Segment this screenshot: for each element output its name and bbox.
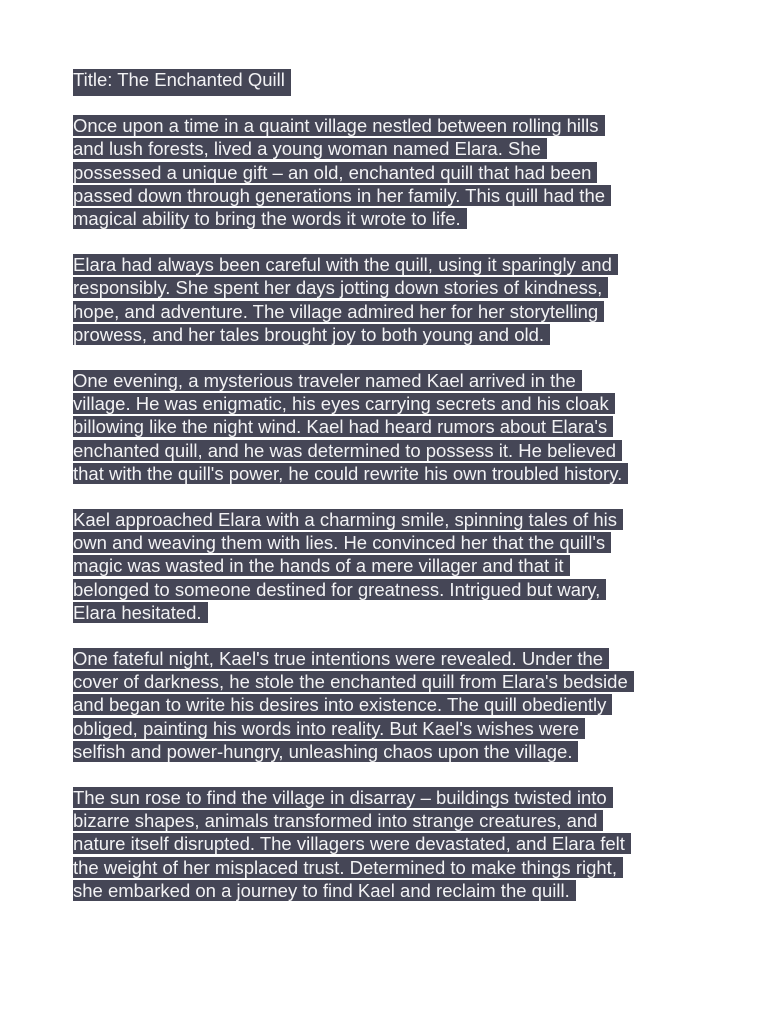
selected-text[interactable]: Elara hesitated. [73,602,208,623]
selected-text[interactable]: hope, and adventure. The village admired her for her storytelling [73,301,604,322]
text-line[interactable] [73,508,713,531]
selected-text[interactable]: enchanted quill, and he was determined to possess it. He believed [73,440,622,461]
text-line[interactable] [73,786,713,809]
text-line[interactable] [73,207,713,230]
document-title-block [73,68,713,91]
selected-text[interactable]: magical ability to bring the words it wrote to life. [73,208,467,229]
selected-text[interactable]: Once upon a time in a quaint village nestled between rolling hills [73,115,605,136]
selected-text[interactable]: One evening, a mysterious traveler named Kael arrived in the [73,370,582,391]
text-line[interactable] [73,693,713,716]
paragraph-1 [73,114,713,230]
text-line[interactable] [73,276,713,299]
selected-text[interactable]: belonged to someone destined for greatness. Intrigued but wary, [73,579,606,600]
selected-text[interactable]: prowess, and her tales brought joy to both young and old. [73,324,550,345]
selected-text[interactable]: possessed a unique gift – an old, enchanted quill that had been [73,162,597,183]
selected-text[interactable]: nature itself disrupted. The villagers were devastated, and Elara felt [73,833,631,854]
text-line[interactable] [73,647,713,670]
text-line[interactable] [73,462,713,485]
selected-text[interactable]: bizarre shapes, animals transformed into strange creatures, and [73,810,603,831]
selected-text[interactable]: and began to write his desires into existence. The quill obediently [73,694,612,715]
text-line[interactable] [73,439,713,462]
selected-text[interactable]: own and weaving them with lies. He convinced her that the quill's [73,532,611,553]
paragraph-3 [73,369,713,485]
text-line[interactable] [73,879,713,902]
text-line[interactable] [73,369,713,392]
selected-text[interactable]: Kael approached Elara with a charming smile, spinning tales of his [73,509,623,530]
paragraph-5 [73,647,713,763]
selected-text[interactable]: selfish and power-hungry, unleashing chaos upon the village. [73,741,578,762]
text-line[interactable] [73,601,713,624]
selected-text[interactable]: that with the quill's power, he could rewrite his own troubled history. [73,463,628,484]
selected-text[interactable]: she embarked on a journey to find Kael and reclaim the quill. [73,880,576,901]
selected-text[interactable]: billowing like the night wind. Kael had heard rumors about Elara's [73,416,613,437]
document-title-line[interactable] [73,68,713,91]
selected-text[interactable]: magic was wasted in the hands of a mere villager and that it [73,555,570,576]
text-line[interactable] [73,114,713,137]
selected-text[interactable]: village. He was enigmatic, his eyes carrying secrets and his cloak [73,393,615,414]
document-body [73,68,713,925]
text-line[interactable] [73,392,713,415]
selected-text[interactable]: One fateful night, Kael's true intentions were revealed. Under the [73,648,609,669]
text-line[interactable] [73,323,713,346]
selected-text[interactable]: and lush forests, lived a young woman named Elara. She [73,138,547,159]
text-line[interactable] [73,415,713,438]
document-title[interactable]: Title: The Enchanted Quill [73,69,291,96]
text-line[interactable] [73,578,713,601]
selected-text[interactable]: cover of darkness, he stole the enchanted quill from Elara's bedside [73,671,634,692]
text-line[interactable] [73,740,713,763]
text-line[interactable] [73,161,713,184]
text-line[interactable] [73,832,713,855]
selected-text[interactable]: obliged, painting his words into reality. But Kael's wishes were [73,718,585,739]
selected-text[interactable]: the weight of her misplaced trust. Determined to make things right, [73,857,623,878]
text-line[interactable] [73,184,713,207]
selected-text[interactable]: passed down through generations in her family. This quill had the [73,185,611,206]
text-line[interactable] [73,531,713,554]
text-line[interactable] [73,137,713,160]
text-line[interactable] [73,856,713,879]
text-line[interactable] [73,300,713,323]
text-line[interactable] [73,253,713,276]
paragraph-4 [73,508,713,624]
paragraph-6 [73,786,713,902]
text-line[interactable] [73,717,713,740]
text-line[interactable] [73,809,713,832]
text-line[interactable] [73,554,713,577]
selected-text[interactable]: Elara had always been careful with the quill, using it sparingly and [73,254,618,275]
text-line[interactable] [73,670,713,693]
selected-text[interactable]: responsibly. She spent her days jotting down stories of kindness, [73,277,608,298]
paragraph-2 [73,253,713,346]
selected-text[interactable]: The sun rose to find the village in disarray – buildings twisted into [73,787,613,808]
